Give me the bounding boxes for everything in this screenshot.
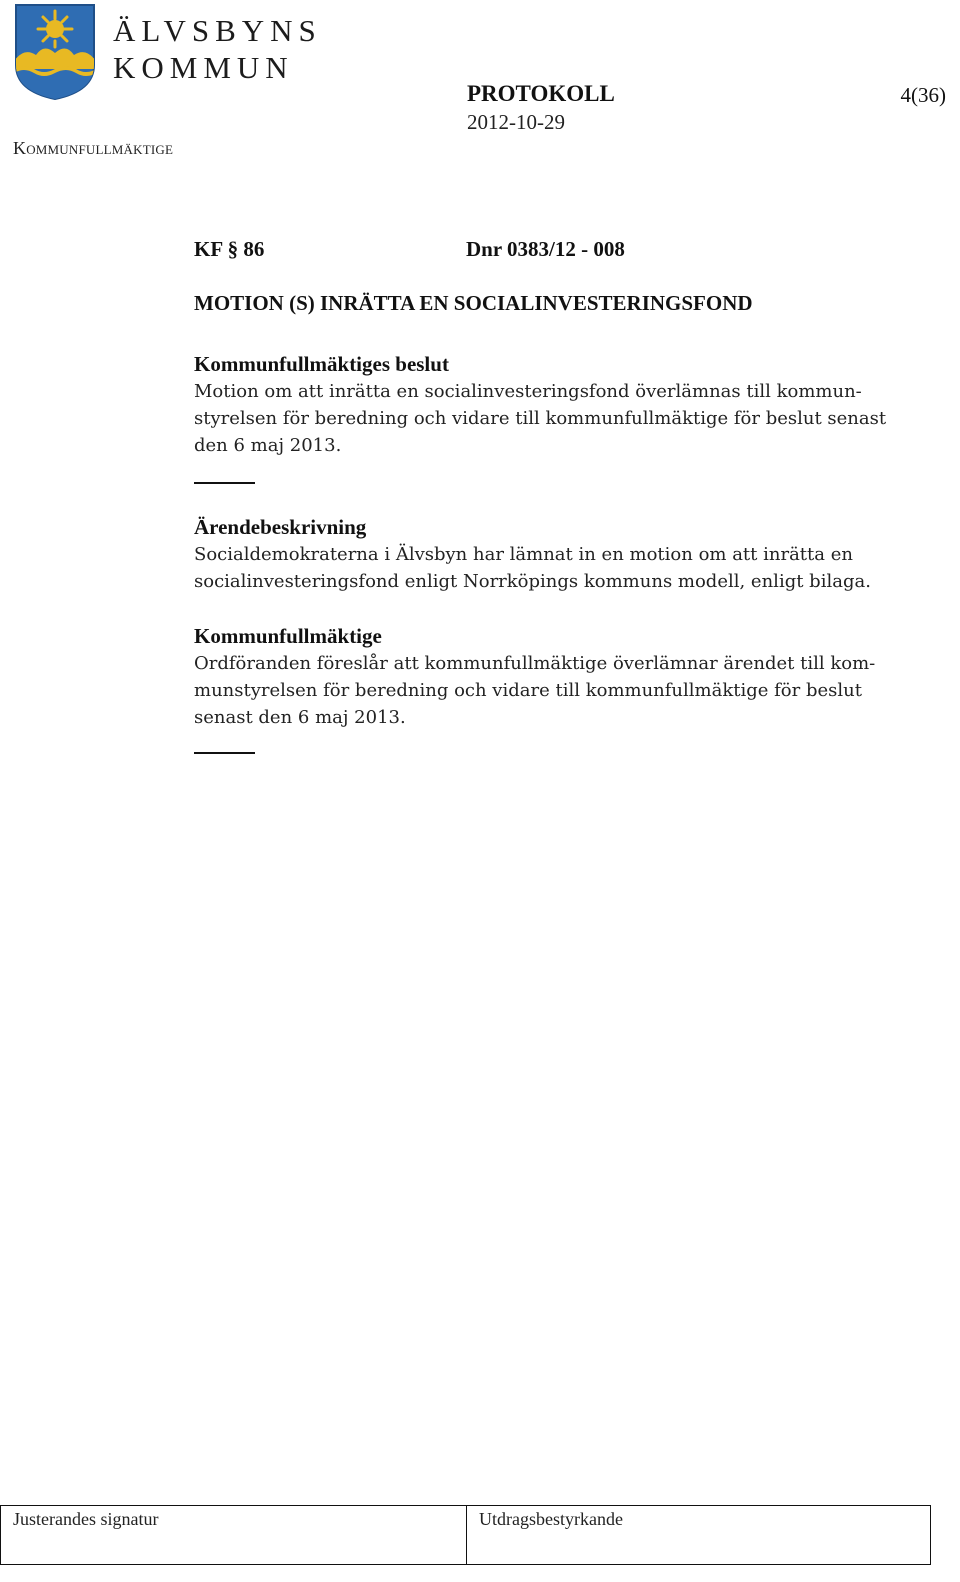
section-heading: Kommunfullmäktige xyxy=(194,624,382,648)
municipality-name-line1: ÄLVSBYNS xyxy=(113,13,322,48)
coat-of-arms-icon xyxy=(14,3,96,101)
paragraph-reference: KF § 86 xyxy=(194,237,265,261)
section-description xyxy=(194,514,904,595)
municipality-name-line2: KOMMUN xyxy=(113,50,294,85)
case-number: Dnr 0383/12 - 008 xyxy=(466,237,625,261)
body-line: den 6 maj 2013. xyxy=(194,435,342,456)
signature-footer xyxy=(0,1505,931,1565)
case-title: MOTION (S) INRÄTTA EN SOCIALINVESTERINGSFOND xyxy=(194,291,753,315)
section-divider xyxy=(194,482,255,484)
certification-cell[interactable] xyxy=(467,1506,635,1564)
page-number: 4(36) xyxy=(900,83,946,107)
body-line: Socialdemokraterna i Älvsbyn har lämnat in en motion om att inrätta en xyxy=(194,544,853,565)
body-line: Motion om att inrätta en socialinvesteringsfond överlämnas till kommun- xyxy=(194,381,862,402)
document-type: PROTOKOLL xyxy=(467,81,615,106)
section-decision xyxy=(194,351,904,459)
signature-label: Justerandes signatur xyxy=(13,1509,159,1529)
section-council xyxy=(194,623,904,731)
signature-cell[interactable] xyxy=(1,1506,467,1564)
body-line: socialinvesteringsfond enligt Norrköpings kommuns modell, enligt bilaga. xyxy=(194,571,871,592)
body-line: styrelsen för beredning och vidare till kommunfullmäktige för beslut senast xyxy=(194,408,887,429)
section-heading: Kommunfullmäktiges beslut xyxy=(194,352,449,376)
body-line: senast den 6 maj 2013. xyxy=(194,707,406,728)
department-name: Kommunfullmäktige xyxy=(13,138,174,158)
section-heading: Ärendebeskrivning xyxy=(194,515,367,539)
body-line: Ordföranden föreslår att kommunfullmäktige överlämnar ärendet till kom- xyxy=(194,653,876,674)
certification-label: Utdragsbestyrkande xyxy=(479,1509,623,1529)
body-line: munstyrelsen för beredning och vidare till kommunfullmäktige för beslut xyxy=(194,680,862,701)
municipality-name xyxy=(113,12,322,86)
document-date: 2012-10-29 xyxy=(467,110,565,134)
section-divider xyxy=(194,752,255,754)
